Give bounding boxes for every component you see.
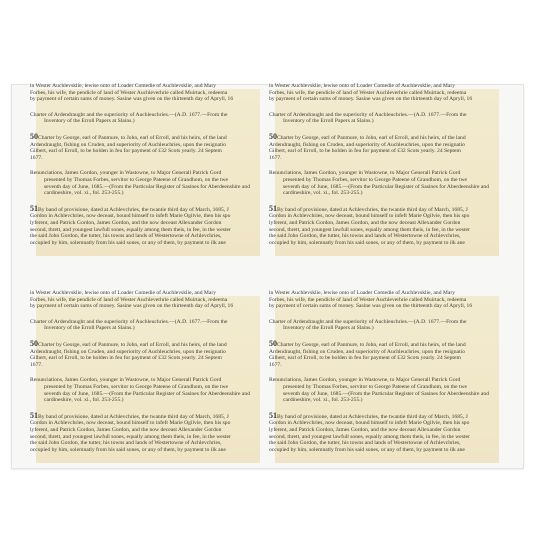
document-line — [269, 83, 539, 90]
document-panel-bottom-right — [269, 290, 499, 463]
line-text: By band of provisione, dated at Achlevchries, the twantie third day of March, 1685, J — [277, 413, 468, 420]
document-line — [269, 447, 539, 454]
line-text: presented by Thomas Forbes, servitor to George Pateene of Grandhom, on the twe — [283, 383, 468, 390]
entry-number: 50 — [30, 131, 38, 141]
line-text: by payment of certain sums of money. Sasine was given on the thirteenth day of Apryll, 16 — [30, 96, 234, 103]
document-line — [269, 177, 539, 184]
line-text: occupied by him, solemnatly from his said sones, or any of them, by payment to ilk ane — [30, 446, 226, 453]
line-text: in Wester Auchlevsklie, lewise onto of Loader Comedie of Auchlevsklie, and Mary — [269, 83, 456, 89]
line-text: Inventory of the Erroll Papers at Slains.) — [44, 325, 135, 332]
line-text: Ardendraught, fishing on Cruden, and superiority of Auchleuchries, upon the resignatio — [269, 141, 465, 148]
line-text: Gilbert, earl of Erroll, to be holden in feu for payment of £32 Scots yearly. 24 Septem — [269, 355, 461, 362]
line-text: Gordon in Achlevchries, now deceast, bound himself to infeft Marie Ogilvie, then his spo — [269, 420, 470, 427]
line-text: occupied by him, solemnatly from his said sones, or any of them, by payment to ilk ane — [30, 239, 226, 246]
line-text: Charter of Ardendraught and the superiority of Auchleuchries.—(A.D. 1677.—From the — [30, 111, 228, 118]
document-line — [30, 397, 300, 404]
document-line — [269, 220, 539, 227]
line-text: Renunciations, James Gordon, younger in Wastowne, to Major Generall Patrick Gord — [30, 170, 222, 177]
entry-number: 50 — [30, 338, 38, 348]
line-text: occupied by him, solemnatly from his said sones, or any of them, by payment to ilk ane — [269, 446, 465, 453]
document-text — [30, 83, 300, 255]
line-text: Charter by George, earl of Panmure, to John, earl of Erroll, and his heirs, of the land — [277, 134, 466, 141]
document-line — [30, 325, 300, 332]
document-paragraph — [269, 377, 539, 403]
line-text: in Wester Auchlevsklie, lewise onto of Loader Comedie of Auchlevsklie, and Mary — [30, 83, 217, 89]
document-paragraph — [269, 203, 539, 247]
line-text: Ardendraught, fishing on Cruden, and superiority of Auchleuchries, upon the resignatio — [30, 141, 226, 148]
document-line — [30, 170, 300, 177]
line-text: Gordon in Achlevchries, now deceast, bound himself to infeft Marie Ogilvie, then his spo — [30, 420, 231, 427]
line-text: Forbes, his wife, the pendicle of land of Wester Auchleverhrie called Muirtack, redeema — [30, 296, 228, 303]
line-text: in Wester Auchlevsklie, lewise onto of Loader Comedie of Auchlevsklie, and Mary — [30, 290, 217, 296]
document-line — [30, 118, 300, 125]
document-line — [30, 303, 300, 310]
document-text — [30, 290, 300, 462]
entry-number: 51 — [30, 203, 38, 213]
line-text: lyferent, and Patrick Gordon, James Gordon, and the now deceast Allexander Gordon — [30, 426, 222, 433]
document-line — [269, 233, 539, 240]
line-text: cardineshire, vol. xi., fol. 253-255.) — [44, 190, 124, 197]
document-paragraph — [269, 338, 539, 368]
document-paragraph — [269, 112, 539, 125]
document-line — [30, 240, 300, 247]
document-panel-bottom-left — [30, 290, 260, 463]
line-text: the said John Gordon, the tutter, his towns and lands of Westertowne of Achlevchries, — [30, 440, 222, 447]
line-text: seventh day of June, 1685.—(From the Particular Register of Sasines for Aberdeenshire and — [283, 183, 489, 190]
document-line — [30, 190, 300, 197]
line-text: second, thrett, and youngest lawfull sones, equally among them theis, in fee, in the wester — [30, 226, 231, 233]
document-line — [30, 83, 300, 90]
line-text: By band of provisione, dated at Achlevchries, the twantie third day of March, 1685, J — [277, 206, 468, 213]
document-line — [30, 220, 300, 227]
line-text: Ardendraught, fishing on Cruden, and superiority of Auchleuchries, upon the resignatio — [269, 348, 465, 355]
entry-number: 51 — [30, 410, 38, 420]
document-line — [30, 290, 300, 297]
line-text: cardineshire, vol. xi., fol. 253-255.) — [44, 397, 124, 404]
line-text: Gilbert, earl of Erroll, to be holden in feu for payment of £32 Scots yearly. 24 Septem — [30, 355, 222, 362]
document-paragraph — [30, 319, 300, 332]
document-line — [269, 155, 539, 162]
line-text: Gordon in Achlevchries, now deceast, bound himself to infeft Marie Ogilvie, then his spo — [269, 213, 470, 220]
document-line — [269, 440, 539, 447]
line-text: lyferent, and Patrick Gordon, James Gordon, and the now deceast Allexander Gordon — [269, 426, 461, 433]
document-line — [30, 427, 300, 434]
document-paragraph — [30, 410, 300, 454]
document-line — [30, 177, 300, 184]
line-text: the said John Gordon, the tutter, his towns and lands of Westertowne of Achlevchries, — [30, 233, 222, 240]
line-text: Inventory of the Erroll Papers at Slains.) — [44, 118, 135, 125]
line-text: Gilbert, earl of Erroll, to be holden in feu for payment of £32 Scots yearly. 24 Septem — [30, 148, 222, 155]
document-paragraph — [269, 83, 539, 103]
print-sheet — [11, 84, 524, 469]
line-text: By band of provisione, dated at Achlevchries, the twantie third day of March, 1685, J — [38, 206, 229, 213]
line-text: by payment of certain sums of money. Sasine was given on the thirteenth day of Apryll, 16 — [30, 303, 234, 310]
line-text: Charter of Ardendraught and the superiority of Auchleuchries.—(A.D. 1677.—From the — [269, 111, 467, 118]
document-line — [30, 233, 300, 240]
line-text: Inventory of the Erroll Papers at Slains.) — [283, 118, 374, 125]
line-text: Charter by George, earl of Panmure, to John, earl of Erroll, and his heirs, of the land — [38, 134, 227, 141]
document-line — [269, 240, 539, 247]
document-line — [30, 384, 300, 391]
line-text: 1677. — [269, 361, 282, 368]
line-text: lyferent, and Patrick Gordon, James Gordon, and the now deceast Allexander Gordon — [30, 219, 222, 226]
line-text: by payment of certain sums of money. Sasine was given on the thirteenth day of Apryll, 16 — [269, 303, 473, 310]
line-text: Inventory of the Erroll Papers at Slains.) — [283, 325, 374, 332]
line-text: presented by Thomas Forbes, servitor to George Pateene of Grandhom, on the twe — [44, 176, 229, 183]
document-panel-top-left — [30, 83, 260, 256]
document-line — [269, 377, 539, 384]
document-line — [269, 290, 539, 297]
line-text: Renunciations, James Gordon, younger in Wastowne, to Major Generall Patrick Gord — [30, 377, 222, 384]
document-line — [30, 420, 300, 427]
document-paragraph — [269, 131, 539, 161]
document-paragraph — [30, 377, 300, 403]
document-text — [269, 290, 539, 462]
document-line — [269, 148, 539, 155]
document-text — [269, 83, 539, 255]
line-text: second, thrett, and youngest lawfull sones, equally among them theis, in fee, in the wester — [30, 433, 231, 440]
document-line — [269, 325, 539, 332]
entry-number: 51 — [269, 203, 277, 213]
line-text: Gilbert, earl of Erroll, to be holden in feu for payment of £32 Scots yearly. 24 Septem — [269, 148, 461, 155]
document-panel-top-right — [269, 83, 499, 256]
document-paragraph — [269, 290, 539, 310]
document-line — [269, 96, 539, 103]
document-paragraph — [269, 170, 539, 196]
line-text: seventh day of June, 1685.—(From the Particular Register of Sasines for Aberdeenshire and — [44, 390, 250, 397]
line-text: second, thrett, and youngest lawfull sones, equally among them theis, in fee, in the wester — [269, 226, 470, 233]
line-text: By band of provisione, dated at Achlevchries, the twantie third day of March, 1685, J — [38, 413, 229, 420]
line-text: Charter of Ardendraught and the superiority of Auchleuchries.—(A.D. 1677.—From the — [269, 318, 467, 325]
line-text: lyferent, and Patrick Gordon, James Gordon, and the now deceast Allexander Gordon — [269, 219, 461, 226]
line-text: seventh day of June, 1685.—(From the Particular Register of Sasines for Aberdeenshire and — [283, 390, 489, 397]
document-paragraph — [30, 170, 300, 196]
document-line — [30, 131, 300, 142]
document-paragraph — [30, 131, 300, 161]
document-line — [269, 355, 539, 362]
line-text: 1677. — [269, 154, 282, 161]
document-line — [30, 377, 300, 384]
document-line — [30, 148, 300, 155]
line-text: Renunciations, James Gordon, younger in Wastowne, to Major Generall Patrick Gord — [269, 170, 461, 177]
document-paragraph — [30, 338, 300, 368]
entry-number: 51 — [269, 410, 277, 420]
document-line — [269, 362, 539, 369]
document-line — [269, 213, 539, 220]
document-line — [30, 213, 300, 220]
line-text: by payment of certain sums of money. Sasine was given on the thirteenth day of Apryll, 16 — [269, 96, 473, 103]
document-line — [30, 447, 300, 454]
document-line — [30, 362, 300, 369]
document-line — [269, 190, 539, 197]
document-line — [30, 155, 300, 162]
line-text: seventh day of June, 1685.—(From the Particular Register of Sasines for Aberdeenshire and — [44, 183, 250, 190]
document-paragraph — [30, 83, 300, 103]
line-text: Charter by George, earl of Panmure, to John, earl of Erroll, and his heirs, of the land — [277, 341, 466, 348]
document-line — [269, 170, 539, 177]
document-line — [269, 397, 539, 404]
document-line — [269, 420, 539, 427]
document-line — [269, 131, 539, 142]
line-text: Forbes, his wife, the pendicle of land of Wester Auchleverhrie called Muirtack, redeema — [30, 89, 228, 96]
line-text: 1677. — [30, 361, 43, 368]
document-paragraph — [30, 112, 300, 125]
line-text: the said John Gordon, the tutter, his towns and lands of Westertowne of Achlevchries, — [269, 440, 461, 447]
line-text: cardineshire, vol. xi., fol. 253-255.) — [283, 397, 363, 404]
document-line — [269, 303, 539, 310]
line-text: presented by Thomas Forbes, servitor to George Pateene of Grandhom, on the twe — [44, 383, 229, 390]
document-paragraph — [269, 410, 539, 454]
document-line — [30, 355, 300, 362]
document-line — [30, 96, 300, 103]
line-text: Gordon in Achlevchries, now deceast, bound himself to infeft Marie Ogilvie, then his spo — [30, 213, 231, 220]
line-text: Renunciations, James Gordon, younger in Wastowne, to Major Generall Patrick Gord — [269, 377, 461, 384]
line-text: Forbes, his wife, the pendicle of land of Wester Auchleverhrie called Muirtack, redeema — [269, 296, 467, 303]
document-paragraph — [269, 319, 539, 332]
line-text: occupied by him, solemnatly from his said sones, or any of them, by payment to ilk ane — [269, 239, 465, 246]
document-line — [269, 427, 539, 434]
line-text: presented by Thomas Forbes, servitor to George Pateene of Grandhom, on the twe — [283, 176, 468, 183]
document-line — [269, 118, 539, 125]
line-text: in Wester Auchlevsklie, lewise onto of Loader Comedie of Auchlevsklie, and Mary — [269, 290, 456, 296]
line-text: Forbes, his wife, the pendicle of land of Wester Auchleverhrie called Muirtack, redeema — [269, 89, 467, 96]
line-text: second, thrett, and youngest lawfull sones, equally among them theis, in fee, in the wester — [269, 433, 470, 440]
document-paragraph — [30, 290, 300, 310]
line-text: Charter by George, earl of Panmure, to John, earl of Erroll, and his heirs, of the land — [38, 341, 227, 348]
document-line — [269, 338, 539, 349]
document-line — [269, 384, 539, 391]
line-text: 1677. — [30, 154, 43, 161]
document-paragraph — [30, 203, 300, 247]
document-line — [30, 338, 300, 349]
entry-number: 50 — [269, 131, 277, 141]
line-text: Ardendraught, fishing on Cruden, and superiority of Auchleuchries, upon the resignatio — [30, 348, 226, 355]
entry-number: 50 — [269, 338, 277, 348]
line-text: cardineshire, vol. xi., fol. 253-255.) — [283, 190, 363, 197]
line-text: the said John Gordon, the tutter, his towns and lands of Westertowne of Achlevchries, — [269, 233, 461, 240]
line-text: Charter of Ardendraught and the superiority of Auchleuchries.—(A.D. 1677.—From the — [30, 318, 228, 325]
document-line — [30, 440, 300, 447]
